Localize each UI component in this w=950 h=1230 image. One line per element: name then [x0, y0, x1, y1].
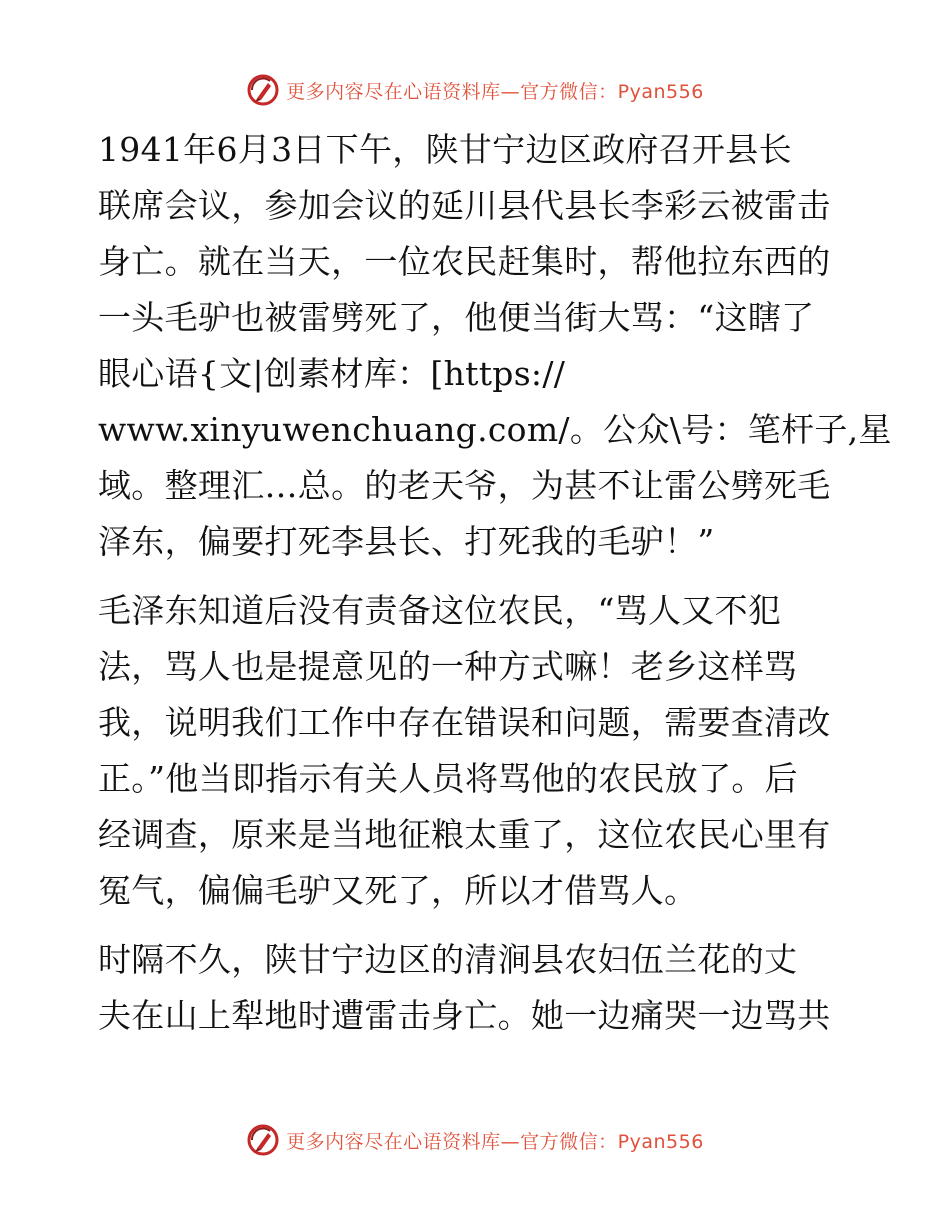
text-line: www.xinyuwenchuang.com/。公众\号：笔杆子,星 — [98, 410, 892, 449]
text-line: 正。”他当即指示有关人员将骂他的农民放了。后 — [98, 759, 798, 798]
text-line: 联席会议，参加会议的延川县代县长李彩云被雷击 — [98, 186, 831, 225]
header-banner — [0, 70, 950, 110]
text-line: 经调查，原来是当地征粮太重了，这位农民心里有 — [98, 815, 831, 854]
footer-banner — [0, 1120, 950, 1160]
text-line: 冤气，偏偏毛驴又死了，所以才借骂人。 — [98, 871, 698, 910]
paragraph — [98, 932, 858, 1044]
pen-nib-logo-icon — [246, 73, 280, 107]
footer-banner-text: 更多内容尽在心语资料库—官方微信：Pyan556 — [286, 1130, 704, 1153]
text-line: 毛泽东知道后没有责备这位农民，“骂人又不犯 — [98, 591, 782, 630]
text-line: 夫在山上犁地时遭雷击身亡。她一边痛哭一边骂共 — [98, 996, 831, 1035]
text-line: 泽东，偏要打死李县长、打死我的毛驴！” — [98, 522, 715, 561]
paragraph — [98, 583, 858, 919]
document-body — [98, 122, 892, 1044]
text-line: 域。整理汇…总。的老天爷，为甚不让雷公劈死毛 — [98, 466, 831, 505]
text-line: 时隔不久，陕甘宁边区的清涧县农妇伍兰花的丈 — [98, 940, 798, 979]
pen-nib-logo-icon — [246, 1123, 280, 1157]
paragraph-gap — [98, 570, 858, 583]
paragraph — [98, 122, 892, 570]
text-line: 我，说明我们工作中存在错误和问题，需要查清改 — [98, 703, 831, 742]
paragraph-gap — [98, 919, 858, 932]
text-line: 法，骂人也是提意见的一种方式嘛！老乡这样骂 — [98, 647, 798, 686]
text-line: 眼心语{文|创素材库：[https:// — [98, 354, 566, 393]
text-line: 一头毛驴也被雷劈死了，他便当街大骂：“这瞎了 — [98, 298, 815, 337]
text-line: 身亡。就在当天，一位农民赶集时，帮他拉东西的 — [98, 242, 831, 281]
header-banner-text: 更多内容尽在心语资料库—官方微信：Pyan556 — [286, 80, 704, 103]
text-line: 1941年6月3日下午，陕甘宁边区政府召开县长 — [98, 130, 792, 169]
